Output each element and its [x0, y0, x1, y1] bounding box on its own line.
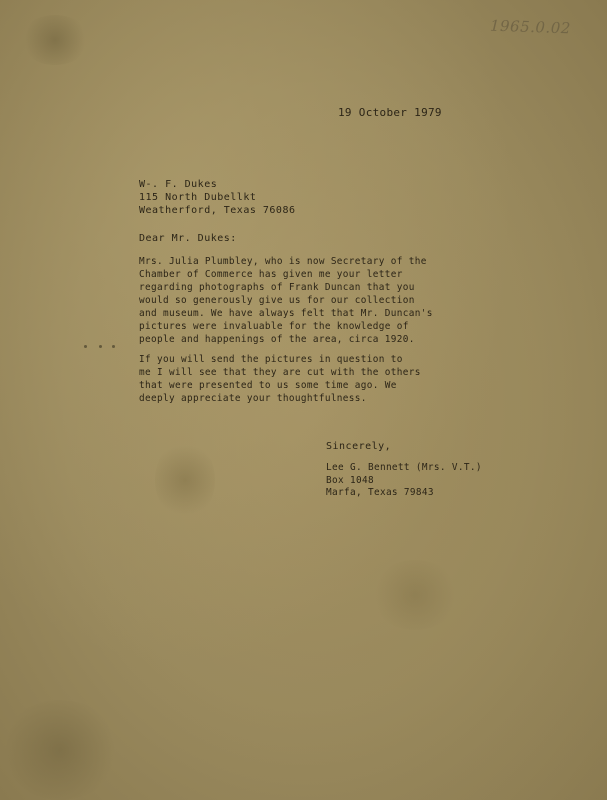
paragraph-line: me I will see that they are cut with the others [139, 367, 421, 378]
paragraph-line: regarding photographs of Frank Duncan that you [139, 282, 415, 293]
salutation: Dear Mr. Dukes: [139, 233, 237, 244]
signature-block [326, 462, 482, 500]
paper-stain [370, 560, 460, 630]
letter-date: 19 October 1979 [338, 106, 442, 119]
paragraph-line: Mrs. Julia Plumbley, who is now Secretary of the [139, 256, 427, 267]
recipient-name: W-. F. Dukes [139, 179, 218, 190]
paragraph-line: pictures were invaluable for the knowledge of [139, 321, 409, 332]
recipient-address [139, 178, 296, 217]
signature-name: Lee G. Bennett (Mrs. V.T.) [326, 462, 482, 473]
recipient-city: Weatherford, Texas 76086 [139, 205, 296, 216]
paragraph-line: would so generously give us for our collection [139, 295, 415, 306]
paragraph-line: If you will send the pictures in question to [139, 354, 403, 365]
paragraph-line: Chamber of Commerce has given me your letter [139, 269, 403, 280]
pinhole-mark [112, 345, 115, 348]
body-paragraph-2 [139, 353, 421, 405]
body-paragraph-1 [139, 255, 433, 346]
paragraph-line: deeply appreciate your thoughtfulness. [139, 393, 367, 404]
pinhole-mark [99, 345, 102, 348]
paragraph-line: that were presented to us some time ago. We [139, 380, 397, 391]
closing: Sincerely, [326, 441, 392, 452]
recipient-street: 115 North Dubellkt [139, 192, 257, 203]
paper-stain [155, 440, 215, 520]
paper-stain [0, 700, 120, 800]
pinhole-mark [84, 345, 87, 348]
accession-number: 1965.0.02 [489, 16, 572, 38]
paper-stain [20, 15, 90, 65]
signature-box: Box 1048 [326, 474, 374, 486]
signature-city: Marfa, Texas 79843 [326, 487, 434, 498]
paragraph-line: and museum. We have always felt that Mr. Duncan's [139, 308, 433, 319]
paragraph-line: people and happenings of the area, circa 1920. [139, 334, 415, 345]
